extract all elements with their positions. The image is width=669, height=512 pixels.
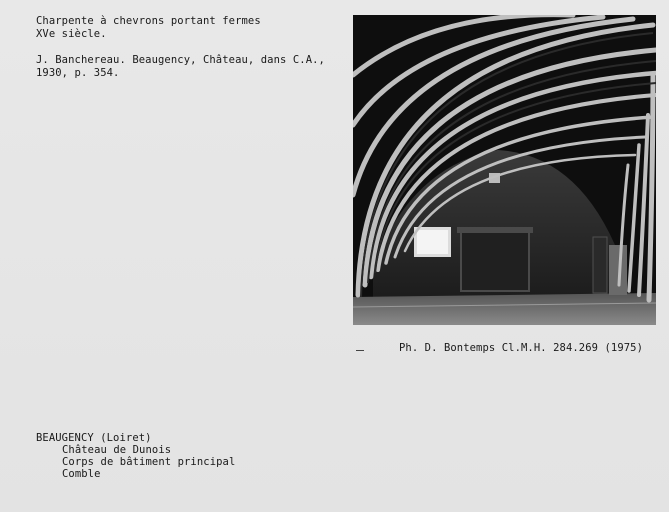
location-building: Château de Dunois: [62, 444, 172, 456]
location-detail: Comble: [62, 468, 101, 480]
photo-credit: Ph. D. Bontemps Cl.M.H. 284.269 (1975): [399, 342, 644, 354]
title-line-1: Charpente à chevrons portant fermes: [36, 15, 261, 27]
bibliography-line-2: 1930, p. 354.: [36, 67, 120, 79]
title-line-2: XVe siècle.: [36, 28, 107, 40]
bibliography-line-1: J. Banchereau. Beaugency, Château, dans C.A.,: [36, 54, 325, 66]
location-part: Corps de bâtiment principal: [62, 456, 236, 468]
attic-photograph: [353, 15, 656, 325]
separator-dash: [356, 350, 364, 351]
location-town: BEAUGENCY (Loiret): [36, 432, 152, 444]
